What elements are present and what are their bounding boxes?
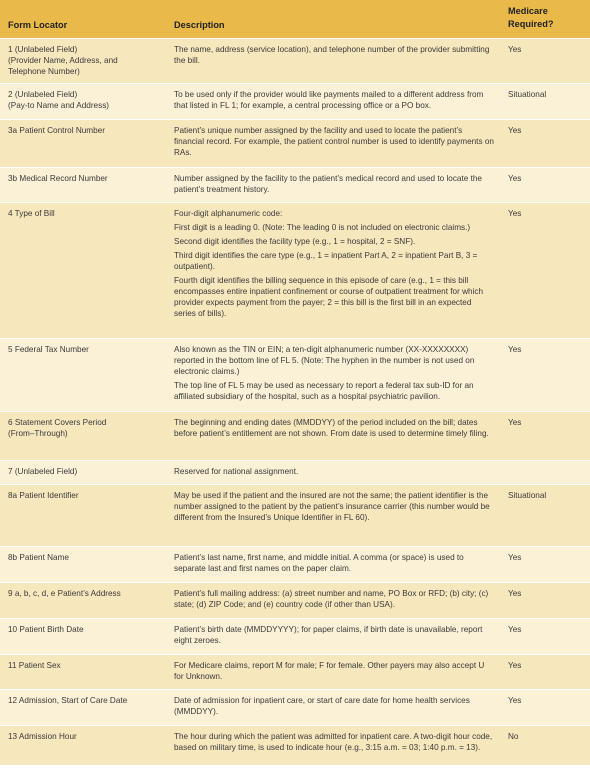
header-medicare-line1: Medicare [508, 6, 548, 16]
medicare-required-value: Situational [508, 90, 547, 99]
form-locator-cell [0, 168, 168, 202]
table-row [0, 83, 590, 119]
form-locator-text: 10 Patient Birth Date [8, 625, 84, 634]
header-medicare-line2: Required? [508, 19, 554, 29]
description-cell [168, 461, 502, 484]
form-locator-cell [0, 84, 168, 119]
form-locator-cell [0, 655, 168, 689]
table-row [0, 119, 590, 167]
description-text: Number assigned by the facility to the patient’s medical record and used to locate the patient’s treatment history. [174, 174, 482, 194]
description-text: Also known as the TIN or EIN; a ten-digit alphanumeric number (XX-XXXXXXXX) reported in the bottom line of FL 5. (Note: The hyphen in the number is not used on electronic claims.) [174, 345, 475, 376]
form-locator-cell [0, 619, 168, 654]
description-text: Four-digit alphanumeric code: [174, 209, 283, 218]
medicare-required-value: Yes [508, 625, 522, 634]
description-text: Reserved for national assignment. [174, 467, 299, 476]
form-locator-cell [0, 120, 168, 167]
table-row [0, 582, 590, 618]
table-body [0, 38, 590, 765]
description-text: The hour during which the patient was admitted for inpatient care. A two-digit hour code, based on military time, is used to indicate hour (e.g., 3:15 a.m. = 03; 1:40 p.m. = 13). [174, 732, 493, 752]
form-locator-cell [0, 690, 168, 725]
description-text: Fourth digit identifies the billing sequence in this episode of care (e.g., 1 = this bill encompasses entire inpatient confinement or course of outpatient treatment for which provider expects payment from the payer; 2 = this bill is the first bill in an expected series of bills). [174, 276, 484, 318]
table-row [0, 689, 590, 725]
form-locator-text: 3a Patient Control Number [8, 126, 105, 135]
form-locator-cell [0, 485, 168, 546]
description-cell [168, 203, 502, 338]
medicare-required-cell [502, 655, 590, 689]
table-row [0, 202, 590, 338]
table-row [0, 618, 590, 654]
description-text: Third digit identifies the care type (e.g., 1 = inpatient Part A, 2 = inpatient Part B, 3 = outpatient). [174, 251, 478, 271]
description-text: Patient’s unique number assigned by the facility and used to locate the patient’s financial record. For example, the patient control number is used to identify payments on RAs. [174, 126, 494, 157]
description-text: Patient’s full mailing address: (a) street number and name, PO Box or RFD; (b) city; (c) state; (d) ZIP Code; and (e) country code (if other than USA). [174, 589, 489, 609]
table-row [0, 338, 590, 411]
description-cell [168, 583, 502, 618]
form-locator-text: 9 a, b, c, d, e Patient’s Address [8, 589, 121, 598]
form-locator-cell [0, 547, 168, 582]
form-locator-text: 5 Federal Tax Number [8, 345, 89, 354]
form-locator-cell [0, 726, 168, 765]
medicare-required-value: Yes [508, 418, 522, 427]
form-locator-cell [0, 39, 168, 83]
medicare-required-value: Yes [508, 174, 522, 183]
table-row [0, 38, 590, 83]
table-row [0, 546, 590, 582]
form-locator-text: 4 Type of Bill [8, 209, 55, 218]
medicare-required-cell [502, 412, 590, 460]
description-text: Patient’s birth date (MMDDYYYY); for paper claims, if birth date is unavailable, report eight zeroes. [174, 625, 483, 645]
description-text: The name, address (service location), and telephone number of the provider submitting the bill. [174, 45, 490, 65]
description-cell [168, 655, 502, 689]
form-locator-text: 13 Admission Hour [8, 732, 77, 741]
medicare-required-cell [502, 619, 590, 654]
description-cell [168, 690, 502, 725]
medicare-required-cell [502, 120, 590, 167]
table-row [0, 167, 590, 202]
header-medicare-required [502, 0, 590, 38]
form-locator-cell [0, 412, 168, 460]
medicare-required-cell [502, 168, 590, 202]
medicare-required-cell [502, 726, 590, 765]
form-locator-text: (From–Through) [8, 429, 68, 438]
medicare-required-cell [502, 485, 590, 546]
description-text: Second digit identifies the facility type (e.g., 1 = hospital, 2 = SNF). [174, 237, 416, 246]
description-cell [168, 168, 502, 202]
form-locator-text: 7 (Unlabeled Field) [8, 467, 78, 476]
medicare-required-cell [502, 39, 590, 83]
form-locator-text: Telephone Number) [8, 67, 80, 76]
medicare-required-cell [502, 583, 590, 618]
table-row [0, 725, 590, 765]
table-row [0, 484, 590, 546]
medicare-required-value: Yes [508, 209, 522, 218]
form-locator-text: (Pay-to Name and Address) [8, 101, 110, 110]
medicare-required-value: No [508, 732, 519, 741]
form-locator-text: 6 Statement Covers Period [8, 418, 107, 427]
form-locator-text: 8b Patient Name [8, 553, 69, 562]
description-cell [168, 412, 502, 460]
description-text: Date of admission for inpatient care, or start of care date for home health services (MMDDYY). [174, 696, 470, 716]
form-locator-cell [0, 203, 168, 338]
medicare-required-cell [502, 690, 590, 725]
medicare-required-cell [502, 203, 590, 338]
description-cell [168, 485, 502, 546]
medicare-required-cell [502, 461, 590, 484]
form-locator-text: 11 Patient Sex [8, 661, 61, 670]
description-text: To be used only if the provider would like payments mailed to a different address from that listed in FL 1; for example, a central processing office or a PO box. [174, 90, 484, 110]
form-locator-text: 8a Patient Identifier [8, 491, 79, 500]
form-locator-cell [0, 339, 168, 411]
medicare-required-value: Yes [508, 661, 522, 670]
description-text: The beginning and ending dates (MMDDYY) of the period included on the bill; dates before patient’s entitlement are not shown. From date is used to determine timely filing. [174, 418, 489, 438]
medicare-required-value: Yes [508, 45, 522, 54]
table-row [0, 411, 590, 460]
description-cell [168, 726, 502, 765]
medicare-required-value: Yes [508, 345, 522, 354]
medicare-required-value: Yes [508, 696, 522, 705]
form-locator-cell [0, 583, 168, 618]
header-description: Description [174, 20, 225, 30]
form-locator-text: 3b Medical Record Number [8, 174, 108, 183]
description-cell [168, 120, 502, 167]
table-row [0, 654, 590, 689]
medicare-required-value: Yes [508, 589, 522, 598]
description-text: First digit is a leading 0. (Note: The leading 0 is not included on electronic claims.) [174, 223, 471, 232]
description-cell [168, 619, 502, 654]
description-text: Patient’s last name, first name, and middle initial. A comma (or space) is used to separate last and first names on the paper claim. [174, 553, 464, 573]
description-cell [168, 547, 502, 582]
table-header [0, 0, 590, 38]
header-form-locator: Form Locator [8, 20, 68, 30]
form-locator-text: 2 (Unlabeled Field) [8, 90, 78, 99]
form-locator-text: 12 Admission, Start of Care Date [8, 696, 128, 705]
medicare-required-cell [502, 547, 590, 582]
description-cell [168, 339, 502, 411]
table-row [0, 460, 590, 484]
description-cell [168, 84, 502, 119]
description-text: For Medicare claims, report M for male; F for female. Other payers may also accept U for Unknown. [174, 661, 485, 681]
medicare-required-value: Yes [508, 126, 522, 135]
form-locator-text: 1 (Unlabeled Field) [8, 45, 78, 54]
description-text: The top line of FL 5 may be used as necessary to report a federal tax sub-ID for an affiliated subsidiary of the hospital, such as a hospital psychiatric pavilion. [174, 381, 474, 401]
description-cell [168, 39, 502, 83]
medicare-required-cell [502, 84, 590, 119]
form-locator-text: (Provider Name, Address, and [8, 56, 118, 65]
form-locator-cell [0, 461, 168, 484]
description-text: May be used if the patient and the insured are not the same; the patient identifier is the number assigned to the patient by the patient’s insurance carrier (this number would be different from the Insured’s Unique Identifier in FL 60). [174, 491, 490, 522]
medicare-required-value: Yes [508, 553, 522, 562]
medicare-required-cell [502, 339, 590, 411]
medicare-required-value: Situational [508, 491, 547, 500]
